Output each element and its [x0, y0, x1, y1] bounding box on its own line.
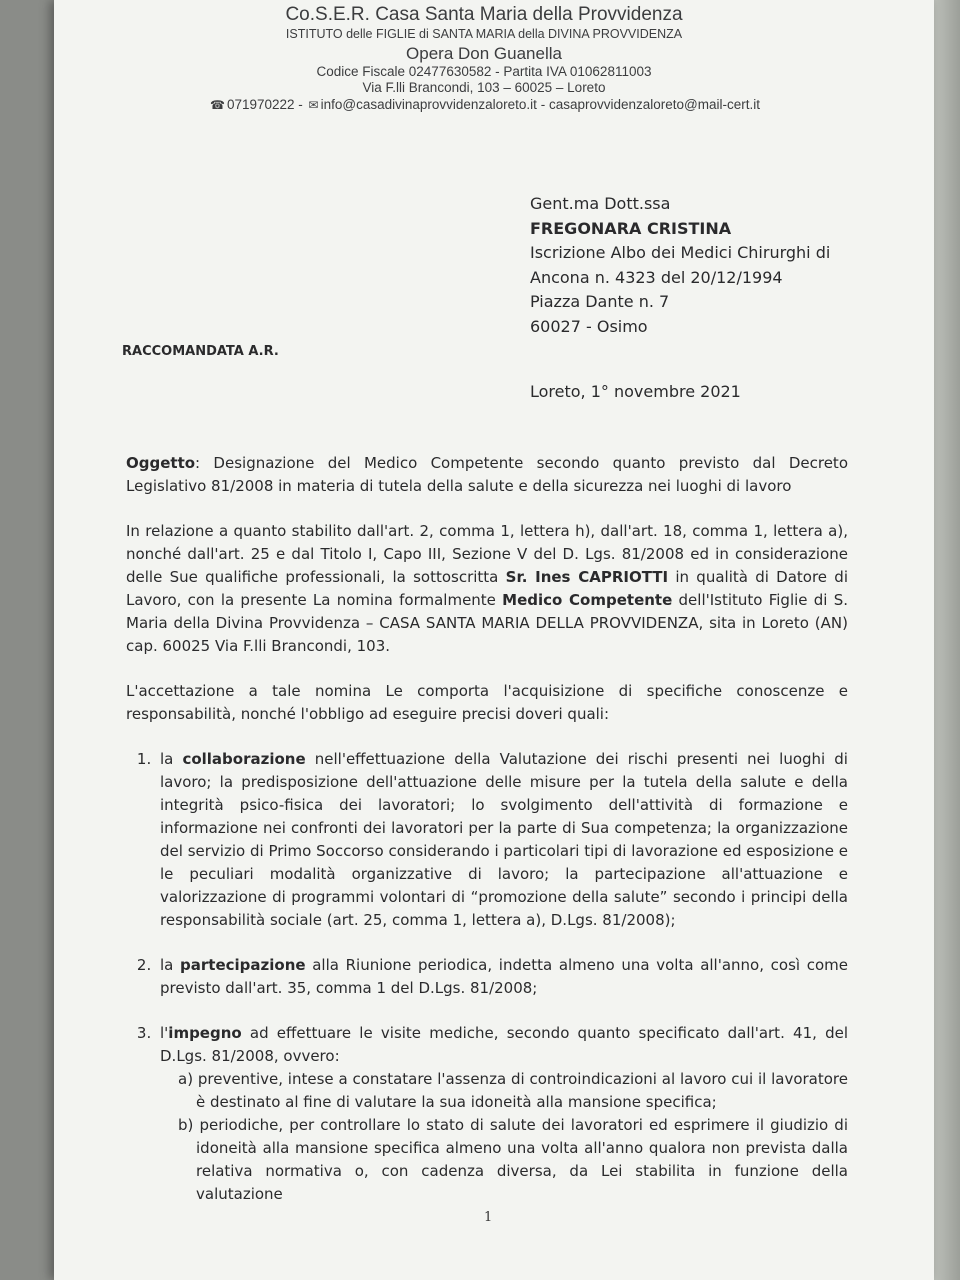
letterhead-fiscal: Codice Fiscale 02477630582 - Partita IVA 01062811003 [316, 64, 652, 80]
visit-types-list [160, 1068, 848, 1206]
list-item: b) periodiche, per controllare lo stato di salute dei lavoratori ed esprimere il giudizio di idoneità alla mansione specifica almeno una volta all'anno qualora non prevista dalla relativa normativa o, con cadenza diversa, da Lei stabilita in funzione della valutazione [178, 1116, 848, 1203]
appointment-paragraph [126, 520, 848, 658]
duty-keyword: partecipazione [180, 956, 306, 974]
duty-keyword: impegno [168, 1024, 242, 1042]
appointment-text: In relazione a quanto stabilito dall'art. 2, comma 1, lettera h), dall'art. 18, comma 1, lettera a), nonché dall'art. 25 e dal Titolo I, Capo III, Sezione V del D. Lgs. 81/2008 ed in considerazione delle Sue qualifiche professionali, la sottoscritta [126, 522, 848, 586]
duties-list [126, 748, 848, 1206]
duty-prefix: l' [160, 1024, 169, 1042]
recipient-salutation: Gent.ma Dott.ssa [530, 194, 671, 213]
signatory-name: Sr. Ines CAPRIOTTI [505, 568, 669, 586]
acceptance-paragraph: L'accettazione a tale nomina Le comporta l'acquisizione di specifiche conoscenze e responsabilità, nonché l'obbligo ad eseguire precisi doveri quali: [126, 682, 848, 723]
duty-keyword: collaborazione [182, 750, 306, 768]
subject-text: : Designazione del Medico Competente secondo quanto previsto dal Decreto Legislativo 81/2008 in materia di tutela della salute e della sicurezza nei luoghi di lavoro [126, 454, 848, 495]
recipient-street: Piazza Dante n. 7 [530, 292, 670, 311]
letterhead-email: info@casadivinaprovvidenzaloreto.it [320, 96, 537, 112]
page-number: 1 [484, 1210, 493, 1225]
recipient-block [530, 192, 890, 339]
role-title: Medico Competente [502, 591, 673, 609]
recipient-line2: Ancona n. 4323 del 20/12/1994 [530, 267, 783, 287]
subject-label: Oggetto [126, 454, 196, 472]
subject-paragraph [126, 452, 848, 498]
list-item [156, 748, 848, 932]
letterhead-institute: ISTITUTO delle FIGLIE di SANTA MARIA della DIVINA PROVVIDENZA [285, 26, 683, 41]
contact-separator: - [294, 96, 307, 112]
recipient-city: 60027 - Osimo [530, 316, 648, 336]
list-item: a) preventive, intese a constatare l'assenza di controindicazioni al lavoro cui il lavoratore è destinato al fine di valutare la sua idoneità alla mansione specifica; [178, 1070, 848, 1111]
letterhead-org: Co.S.E.R. Casa Santa Maria della Provvidenza [285, 4, 683, 25]
list-item [156, 1022, 848, 1206]
duty-text: nell'effettuazione della Valutazione dei rischi presenti nei luoghi di lavoro; la predisposizione dell'attuazione delle misure per la tutela della salute e della integrità psico-fisica dei lavoratori; lo svolgimento dell'attività di formazione e informazione nei confronti dei lavoratori per la parte di Sua competenza; la organizzazione del servizio di Primo Soccorso considerando i particolari tipi di lavorazione ed esposizione e le peculiari modalità organizzative di lavoro; la partecipazione all'attuazione e valorizzazione di programmi volontari di “promozione della salute” secondo i principi della responsabilità sociale (art. 25, comma 1, lettera a), D.Lgs. 81/2008); [160, 750, 848, 929]
duty-prefix: la [160, 750, 183, 768]
letter-page [54, 0, 934, 1280]
delivery-note: RACCOMANDATA A.R. [122, 344, 279, 359]
letterhead-pec: casaprovvidenzaloreto@mail-cert.it [548, 96, 760, 112]
letterhead-address: Via F.lli Brancondi, 103 – 60025 – Loreto [362, 80, 606, 96]
phone-icon: ☎ [210, 97, 225, 112]
list-item [156, 954, 848, 1000]
mail-icon: ✉ [308, 97, 319, 112]
letterhead [204, 4, 764, 113]
duty-prefix: la [160, 956, 181, 974]
recipient-name: FREGONARA CRISTINA [530, 218, 732, 238]
duty-text: ad effettuare le visite mediche, secondo quanto specificato dall'art. 41, del D.Lgs. 81/2008, ovvero: [160, 1024, 848, 1065]
duty-text: alla Riunione periodica, indetta almeno una volta all'anno, così come previsto dall'art. 35, comma 1 del D.Lgs. 81/2008; [160, 956, 848, 997]
recipient-line1: Iscrizione Albo dei Medici Chirurghi di [530, 243, 831, 262]
contact-separator: - [536, 96, 549, 112]
letterhead-contacts [204, 97, 764, 113]
letter-body [126, 452, 848, 1228]
appointment-text: in qualità di Datore di Lavoro, con la presente La nomina formalmente [126, 568, 848, 609]
letterhead-phone: 071970222 [226, 96, 295, 112]
letter-date: Loreto, 1° novembre 2021 [530, 382, 741, 401]
letterhead-opera: Opera Don Guanella [406, 43, 562, 63]
appointment-text: dell'Istituto Figlie di S. Maria della Divina Provvidenza – CASA SANTA MARIA DELLA PROVVIDENZA, sita in Loreto (AN) cap. 60025 Via F.lli Brancondi, 103. [126, 591, 848, 655]
